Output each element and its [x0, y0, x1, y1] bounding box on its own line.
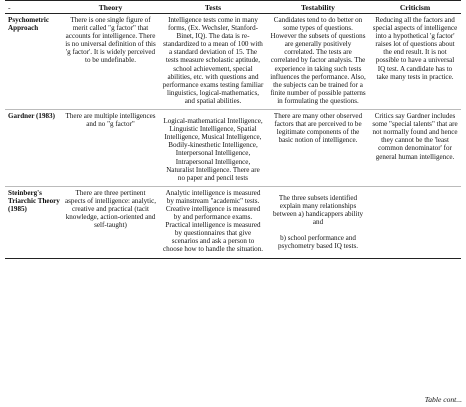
- approach-cell: Gardner (1983): [8, 112, 55, 121]
- testability-cell: There are many other observed factors that are perceived to be legitimate components of the basic notion of intelligence.: [273, 112, 363, 145]
- table-row: [5, 14, 461, 110]
- header-theory: Theory: [98, 3, 123, 12]
- tests-cell: Logical-mathematical Intelligence, Linguistic Intelligence, Spatial Intelligence, Musical Intelligence, Bodily-kinesthetic Intelligence, Interpersonal Intelligence, Intrapersonal Intelligence, Naturalist Intelligence. There are no paper and pencil tests: [163, 117, 263, 182]
- criticism-cell: Critics say Gardner includes some "special talents" that are not normally found and hence they cannot be the 'least common denominator' for general human intelligence.: [372, 112, 458, 161]
- theory-cell: There are multiple intelligences and no "g factor": [65, 112, 156, 129]
- header-tests: Tests: [204, 3, 222, 12]
- table-continued-note: Table cont...: [424, 395, 462, 404]
- table-row: [5, 110, 461, 187]
- testability-cell: [267, 186, 369, 258]
- header-criticism: Criticism: [399, 3, 431, 12]
- approach-cell: Steinberg's Triarchic Theory (1985): [8, 188, 60, 213]
- header-dash: -: [8, 3, 11, 12]
- theory-cell: There are three pertinent aspects of intelligence: analytic, creative and practical (tacit knowledge, action-oriented and self-taught): [65, 188, 156, 230]
- header-testability: Testability: [301, 3, 335, 12]
- testability-part-a: The three subsets identified explain many relationships between a) handicappers ability and: [272, 193, 363, 227]
- table-row: [5, 186, 461, 258]
- criticism-cell: [369, 186, 461, 258]
- tests-cell: Intelligence tests come in many forms, (Ex. Wechsler, Stanford-Binet, IQ). The data is re-standardized to a mean of 100 with a standard deviation of 15. The tests measure scholastic aptitude, school achievement, special abilities, etc. with questions and performance exams testing familiar linguistics, logical-mathematics, and spatial abilities.: [162, 16, 264, 105]
- testability-cell: Candidates tend to do better on some types of questions. However the subsets of questions are generally positively correlated. The tests are correlated by factor analysis. The experience in taking such tests influences the performance. Also, the subjects can be trained for a finite number of possible patterns in formulating the questions.: [270, 16, 366, 105]
- intelligence-theories-table: [5, 0, 461, 259]
- tests-cell: Analytic intelligence is measured by mainstream "academic" tests. Creative intelligence is measured by and performance exams. Practical intelligence is measured by questionnaires that give scenarios and ask a person to choose how to handle the situation.: [162, 188, 264, 254]
- criticism-cell: Reducing all the factors and special aspects of intelligence into a hypothetical 'g factor' raises lot of questions about the end result. It is not possible to have a universal IQ test. A candidate has to take many tests in practice.: [372, 16, 458, 81]
- approach-cell: Psychometric Approach: [8, 16, 49, 33]
- theory-cell: There is one single figure of merit called "g factor" that accounts for intelligence. There is no universal definition of this 'g factor'. It is widely perceived to be undefinable.: [65, 16, 156, 65]
- table-header-row: [5, 1, 461, 14]
- testability-part-b: b) school performance and psychometry based IQ tests.: [278, 234, 358, 251]
